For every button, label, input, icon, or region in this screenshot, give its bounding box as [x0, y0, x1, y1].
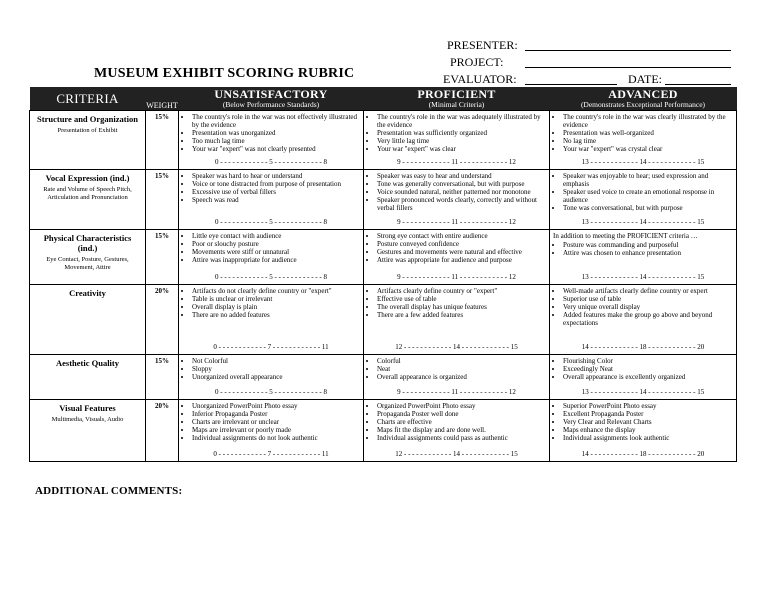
- descriptor-item: • Charts are effective: [377, 418, 546, 426]
- unsatisfactory-cell: [179, 169, 364, 229]
- criteria-description: Eye Contact, Posture, Gestures, Movement, Attire: [46, 255, 129, 271]
- score-scale[interactable]: 0 - - - - - - - - - - - - 5 - - - - - - - - - - - - 8: [215, 218, 327, 227]
- evaluator-line[interactable]: [525, 84, 617, 85]
- proficient-cell: [364, 110, 550, 169]
- score-scale[interactable]: 0 - - - - - - - - - - - - 5 - - - - - - - - - - - - 8: [215, 273, 327, 282]
- descriptor-item: • Neat: [377, 365, 546, 373]
- descriptor-list: [182, 113, 360, 154]
- unsatisfactory-cell-content: [182, 172, 360, 227]
- proficient-cell: [364, 169, 550, 229]
- descriptor-item: • Speaker pronounced words clearly, correctly and without verbal fillers: [377, 196, 546, 212]
- advanced-subtitle: (Demonstrates Exceptional Performance): [580, 100, 706, 109]
- descriptor-item: • Very unique overall display: [563, 303, 733, 311]
- descriptor-item: • Little eye contact with audience: [192, 232, 360, 240]
- proficient-cell: [364, 354, 550, 399]
- descriptor-item: • Attire was chosen to enhance presentation: [563, 249, 733, 257]
- unsatisfactory-cell-content: [182, 357, 360, 397]
- descriptor-item: • Maps enhance the display: [563, 426, 733, 434]
- presenter-label: PRESENTER:: [447, 38, 518, 52]
- descriptor-item: • Excellent Propaganda Poster: [563, 410, 733, 418]
- score-scale[interactable]: 12 - - - - - - - - - - - - 14 - - - - - - - - - - - - 15: [395, 343, 518, 352]
- advanced-cell-content: [553, 232, 733, 282]
- descriptor-item: • Propaganda Poster well done: [377, 410, 546, 418]
- descriptor-item: • No lag time: [563, 137, 733, 145]
- criteria-cell: [30, 284, 146, 354]
- criteria-name: Structure and Organization: [37, 113, 138, 124]
- proficient-cell-content: [367, 172, 546, 227]
- descriptor-list: [182, 232, 360, 265]
- descriptor-item: • Your war "expert" was clear: [377, 145, 546, 153]
- score-scale[interactable]: 13 - - - - - - - - - - - - 14 - - - - - - - - - - - - 15: [581, 158, 705, 167]
- descriptor-item: • Unorganized PowerPoint Photo essay: [192, 402, 360, 410]
- criteria-description: Multimedia, Visuals, Audio: [51, 415, 124, 423]
- descriptor-item: • Attire was inappropriate for audience: [192, 256, 360, 264]
- criteria-description: Rate and Volume of Speech Pitch, Articulation and Pronunciation: [43, 185, 132, 201]
- descriptor-list: [367, 357, 546, 382]
- descriptor-item: • Sloppy: [192, 365, 360, 373]
- descriptor-item: • The overall display has unique features: [377, 303, 546, 311]
- descriptor-item: • Effective use of table: [377, 295, 546, 303]
- weight-cell: 15%: [146, 169, 179, 229]
- rubric-row: [30, 399, 737, 461]
- advanced-cell: [550, 229, 737, 284]
- presenter-line[interactable]: [525, 50, 731, 51]
- descriptor-item: • Posture conveyed confidence: [377, 240, 546, 248]
- descriptor-list: [367, 113, 546, 154]
- descriptor-item: • Movements were stiff or unnatural: [192, 248, 360, 256]
- proficient-cell-content: [367, 357, 546, 397]
- descriptor-item: • The country's role in the war was clearly illustrated by the evidence: [563, 113, 733, 129]
- descriptor-item: • Excessive use of verbal fillers: [192, 188, 360, 196]
- descriptor-item: • Voice sounded natural, neither patterned nor monotone: [377, 188, 546, 196]
- criteria-cell: [30, 399, 146, 461]
- advanced-cell: [550, 284, 737, 354]
- advanced-cell: [550, 354, 737, 399]
- project-label: PROJECT:: [450, 55, 504, 69]
- rubric-row: [30, 169, 737, 229]
- unsatisfactory-cell: [179, 399, 364, 461]
- additional-comments-label: ADDITIONAL COMMENTS:: [35, 485, 183, 497]
- score-scale[interactable]: 12 - - - - - - - - - - - - 14 - - - - - - - - - - - - 15: [395, 450, 518, 459]
- weight-cell: 20%: [146, 399, 179, 461]
- descriptor-list: [553, 402, 733, 443]
- score-scale[interactable]: 0 - - - - - - - - - - - - 5 - - - - - - - - - - - - 8: [215, 158, 327, 167]
- advanced-cell-content: [553, 402, 733, 459]
- descriptor-item: • Voice or tone distracted from purpose of presentation: [192, 180, 360, 188]
- advanced-title: ADVANCED: [608, 87, 678, 101]
- score-scale[interactable]: 9 - - - - - - - - - - - - 11 - - - - - - - - - - - - 12: [397, 158, 516, 167]
- descriptor-list: [553, 241, 733, 257]
- project-line[interactable]: [525, 67, 731, 68]
- descriptor-item: • Charts are irrelevant or unclear: [192, 418, 360, 426]
- advanced-cell-content: [553, 287, 733, 352]
- descriptor-item: • Flourishing Color: [563, 357, 733, 365]
- proficient-title: PROFICIENT: [417, 87, 496, 101]
- descriptor-item: • The country's role in the war was adequately illustrated by the evidence: [377, 113, 546, 129]
- descriptor-list: [367, 402, 546, 443]
- descriptor-item: • Artifacts clearly define country or "expert": [377, 287, 546, 295]
- unsatisfactory-cell-content: [182, 287, 360, 352]
- criteria-cell: [30, 354, 146, 399]
- criteria-name: Physical Characteristics (ind.): [43, 232, 132, 253]
- descriptor-list: [553, 287, 733, 328]
- descriptor-item: • Maps are irrelevant or poorly made: [192, 426, 360, 434]
- descriptor-item: • Superior use of table: [563, 295, 733, 303]
- descriptor-item: • Well-made artifacts clearly define country or expert: [563, 287, 733, 295]
- descriptor-list: [553, 357, 733, 382]
- criteria-name: Aesthetic Quality: [55, 357, 120, 368]
- evaluator-label: EVALUATOR:: [443, 72, 517, 86]
- descriptor-item: • Added features make the group go above and beyond expectations: [563, 311, 733, 327]
- unsatisfactory-cell: [179, 229, 364, 284]
- unsatisfactory-header: [179, 87, 364, 110]
- advanced-cell-content: [553, 172, 733, 227]
- advanced-cell: [550, 169, 737, 229]
- score-scale[interactable]: 9 - - - - - - - - - - - - 11 - - - - - - - - - - - - 12: [397, 218, 516, 227]
- descriptor-item: • Presentation was unorganized: [192, 129, 360, 137]
- proficient-cell-content: [367, 232, 546, 282]
- date-label: DATE:: [628, 72, 662, 86]
- score-scale[interactable]: 0 - - - - - - - - - - - - 7 - - - - - - - - - - - - 11: [213, 343, 329, 352]
- header-row: [30, 87, 737, 110]
- score-scale[interactable]: 0 - - - - - - - - - - - - 7 - - - - - - - - - - - - 11: [213, 450, 329, 459]
- criteria-header: CRITERIA: [30, 87, 146, 110]
- score-scale[interactable]: 13 - - - - - - - - - - - - 14 - - - - - - - - - - - - 15: [581, 273, 705, 282]
- weight-header: WEIGHT: [146, 87, 179, 110]
- descriptor-item: • Speaker used voice to create an emotional response in audience: [563, 188, 733, 204]
- proficient-cell-content: [367, 287, 546, 352]
- descriptor-list: [367, 287, 546, 320]
- unsatisfactory-cell-content: [182, 113, 360, 167]
- rubric-row: [30, 229, 737, 284]
- criteria-cell: [30, 229, 146, 284]
- descriptor-item: • Presentation was well-organized: [563, 129, 733, 137]
- descriptor-item: • Very Clear and Relevant Charts: [563, 418, 733, 426]
- unsatisfactory-cell: [179, 284, 364, 354]
- weight-cell: 15%: [146, 354, 179, 399]
- descriptor-item: • Presentation was sufficiently organized: [377, 129, 546, 137]
- descriptor-item: • Unorganized overall appearance: [192, 373, 360, 381]
- descriptor-list: [182, 357, 360, 382]
- descriptor-item: • Individual assignments do not look authentic: [192, 434, 360, 442]
- score-scale[interactable]: 0 - - - - - - - - - - - - 5 - - - - - - - - - - - - 8: [215, 388, 327, 397]
- page-title: MUSEUM EXHIBIT SCORING RUBRIC: [94, 66, 355, 81]
- score-scale[interactable]: 14 - - - - - - - - - - - - 18 - - - - - - - - - - - - 20: [581, 450, 705, 459]
- descriptor-item: • There are no added features: [192, 311, 360, 319]
- descriptor-item: • The country's role in the war was not effectively illustrated by the evidence: [192, 113, 360, 129]
- unsatisfactory-cell-content: [182, 232, 360, 282]
- descriptor-list: [182, 287, 360, 320]
- descriptor-item: • Colorful: [377, 357, 546, 365]
- proficient-cell: [364, 399, 550, 461]
- criteria-name: Visual Features: [59, 402, 116, 413]
- advanced-cell-content: [553, 113, 733, 167]
- criteria-cell: [30, 110, 146, 169]
- criteria-description: Presentation of Exhibit: [57, 126, 118, 134]
- score-scale[interactable]: 13 - - - - - - - - - - - - 14 - - - - - - - - - - - - 15: [581, 388, 705, 397]
- descriptor-item: • Gestures and movements were natural and effective: [377, 248, 546, 256]
- descriptor-list: [553, 172, 733, 213]
- descriptor-item: • Exceedingly Neat: [563, 365, 733, 373]
- weight-cell: 15%: [146, 229, 179, 284]
- descriptor-list: [182, 172, 360, 205]
- descriptor-item: • Individual assignments could pass as authentic: [377, 434, 546, 442]
- unsatisfactory-title: UNSATISFACTORY: [214, 87, 328, 101]
- unsatisfactory-cell: [179, 110, 364, 169]
- proficient-cell: [364, 284, 550, 354]
- descriptor-item: • Organized PowerPoint Photo essay: [377, 402, 546, 410]
- descriptor-item: • Speaker was easy to hear and understand: [377, 172, 546, 180]
- unsatisfactory-subtitle: (Below Performance Standards): [222, 100, 320, 109]
- descriptor-item: • Table is unclear or irrelevant: [192, 295, 360, 303]
- criteria-name: Creativity: [69, 287, 106, 298]
- descriptor-item: • Speaker was hard to hear or understand: [192, 172, 360, 180]
- descriptor-item: • Overall appearance is excellently organized: [563, 373, 733, 381]
- score-scale[interactable]: 13 - - - - - - - - - - - - 14 - - - - - - - - - - - - 15: [581, 218, 705, 227]
- descriptor-item: • Not Colorful: [192, 357, 360, 365]
- rubric-table: [29, 87, 737, 462]
- descriptor-item: • Strong eye contact with entire audience: [377, 232, 546, 240]
- descriptor-item: • Maps fit the display and are done well.: [377, 426, 546, 434]
- advanced-cell: [550, 110, 737, 169]
- proficient-header: [364, 87, 550, 110]
- unsatisfactory-cell-content: [182, 402, 360, 459]
- descriptor-item: • Speech was read: [192, 196, 360, 204]
- descriptor-item: • Individual assignments look authentic: [563, 434, 733, 442]
- unsatisfactory-cell: [179, 354, 364, 399]
- proficient-cell-content: [367, 113, 546, 167]
- weight-cell: 15%: [146, 110, 179, 169]
- descriptor-list: [182, 402, 360, 443]
- score-scale[interactable]: 9 - - - - - - - - - - - - 11 - - - - - - - - - - - - 12: [397, 273, 516, 282]
- proficient-subtitle: (Minimal Criteria): [428, 100, 485, 109]
- descriptor-item: • Overall display is plain: [192, 303, 360, 311]
- descriptor-list: [367, 232, 546, 265]
- descriptor-item: • Too much lag time: [192, 137, 360, 145]
- score-scale[interactable]: 9 - - - - - - - - - - - - 11 - - - - - - - - - - - - 12: [397, 388, 516, 397]
- proficient-cell: [364, 229, 550, 284]
- proficient-cell-content: [367, 402, 546, 459]
- descriptor-item: • Posture was commanding and purposeful: [563, 241, 733, 249]
- advanced-header: [550, 87, 737, 110]
- cell-intro: In addition to meeting the PROFICIENT criteria …: [553, 231, 698, 240]
- descriptor-item: • Very little lag time: [377, 137, 546, 145]
- weight-cell: 20%: [146, 284, 179, 354]
- criteria-name: Vocal Expression (ind.): [45, 172, 130, 183]
- rubric-row: [30, 110, 737, 169]
- advanced-cell: [550, 399, 737, 461]
- descriptor-item: • Speaker was enjoyable to hear; used expression and emphasis: [563, 172, 733, 188]
- score-scale[interactable]: 14 - - - - - - - - - - - - 18 - - - - - - - - - - - - 20: [581, 343, 705, 352]
- descriptor-item: • Superior PowerPoint Photo essay: [563, 402, 733, 410]
- descriptor-list: [553, 113, 733, 154]
- rubric-row: [30, 284, 737, 354]
- descriptor-item: • Attire was appropriate for audience and purpose: [377, 256, 546, 264]
- descriptor-item: • There are a few added features: [377, 311, 546, 319]
- rubric-row: [30, 354, 737, 399]
- criteria-cell: [30, 169, 146, 229]
- descriptor-item: • Inferior Propaganda Poster: [192, 410, 360, 418]
- descriptor-list: [367, 172, 546, 213]
- descriptor-item: • Your war "expert" was crystal clear: [563, 145, 733, 153]
- date-line[interactable]: [665, 84, 731, 85]
- descriptor-item: • Overall appearance is organized: [377, 373, 546, 381]
- advanced-cell-content: [553, 357, 733, 397]
- descriptor-item: • Artifacts do not clearly define country or "expert": [192, 287, 360, 295]
- descriptor-item: • Tone was conversational, but with purpose: [563, 204, 733, 212]
- descriptor-item: • Tone was generally conversational, but with purpose: [377, 180, 546, 188]
- descriptor-item: • Your war "expert" was not clearly presented: [192, 145, 360, 153]
- descriptor-item: • Poor or slouchy posture: [192, 240, 360, 248]
